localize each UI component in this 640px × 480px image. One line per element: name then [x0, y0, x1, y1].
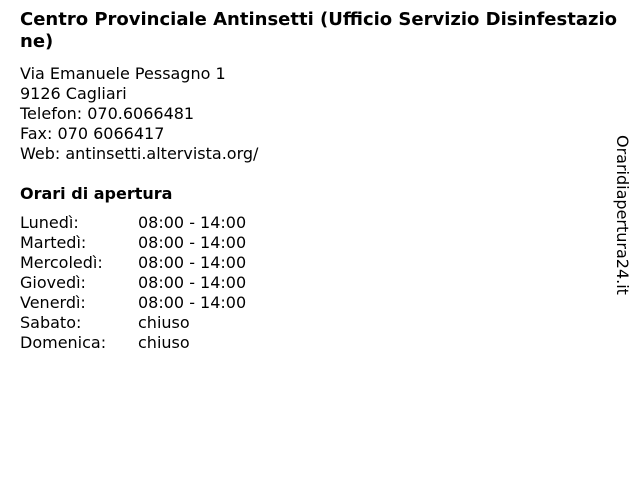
hours-row-thursday — [20, 273, 246, 293]
day-label: Domenica: — [20, 333, 107, 352]
hours-row-sunday — [20, 333, 246, 353]
contact-info — [20, 64, 258, 164]
day-hours: 08:00 - 14:00 — [138, 293, 247, 312]
phone-number[interactable]: Telefon: 070.6066481 — [20, 104, 195, 123]
day-hours: 08:00 - 14:00 — [138, 213, 247, 232]
opening-hours-list — [20, 213, 246, 353]
hours-row-tuesday — [20, 233, 246, 253]
hours-row-wednesday — [20, 253, 246, 273]
day-label: Martedì: — [20, 233, 87, 252]
day-label: Giovedì: — [20, 273, 86, 292]
day-hours: 08:00 - 14:00 — [138, 253, 247, 272]
hours-row-saturday — [20, 313, 246, 333]
opening-hours-heading: Orari di apertura — [20, 184, 173, 203]
day-label: Venerdì: — [20, 293, 86, 312]
hours-row-monday — [20, 213, 246, 233]
day-hours: 08:00 - 14:00 — [138, 273, 247, 292]
day-label: Lunedì: — [20, 213, 79, 232]
city: 9126 Cagliari — [20, 84, 127, 103]
day-hours: chiuso — [138, 313, 190, 332]
day-label: Sabato: — [20, 313, 82, 332]
day-label: Mercoledì: — [20, 253, 103, 272]
day-hours: 08:00 - 14:00 — [138, 233, 247, 252]
business-title: Centro Provinciale Antinsetti (Ufficio Servizio Disinfestazione) — [20, 9, 617, 52]
street-address: Via Emanuele Pessagno 1 — [20, 64, 226, 83]
fax-number: Fax: 070 6066417 — [20, 124, 165, 143]
site-watermark: Oraridiapertura24.it — [613, 135, 632, 295]
hours-row-friday — [20, 293, 246, 313]
website-link[interactable]: Web: antinsetti.altervista.org/ — [20, 144, 259, 163]
day-hours: chiuso — [138, 333, 190, 352]
